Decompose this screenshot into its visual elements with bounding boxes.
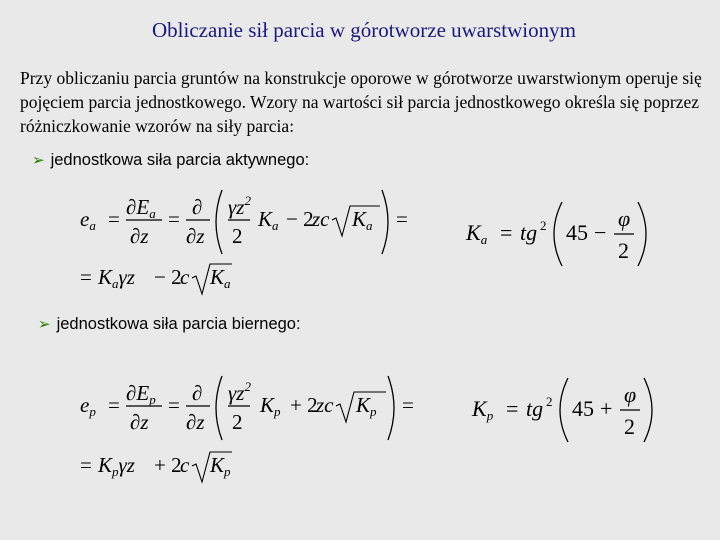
svg-text:+ 2: + 2 <box>290 393 318 417</box>
svg-text:ep: ep <box>80 393 96 419</box>
svg-text:Kaγz: Kaγz <box>98 265 135 291</box>
svg-text:− 2: − 2 <box>154 265 182 289</box>
svg-text:Kp: Kp <box>472 396 494 423</box>
svg-text:ea: ea <box>80 207 96 233</box>
svg-text:∂Ea: ∂Ea <box>126 195 156 221</box>
svg-text:Kp: Kp <box>260 393 281 419</box>
passive-pressure-formula <box>70 372 440 487</box>
svg-text:=: = <box>80 265 92 289</box>
svg-text:=: = <box>168 393 180 417</box>
svg-text:φ: φ <box>624 382 637 407</box>
svg-text:∂z: ∂z <box>186 410 205 434</box>
svg-text:Ka: Ka <box>466 220 488 247</box>
svg-text:Ka: Ka <box>258 207 279 233</box>
arrow-bullet-icon: ➢ <box>38 315 51 333</box>
bullet-passive-pressure <box>38 315 301 334</box>
svg-text:45: 45 <box>572 396 594 421</box>
svg-text:2: 2 <box>546 394 553 409</box>
svg-text:=: = <box>500 220 513 245</box>
svg-text:− 2: − 2 <box>286 207 314 231</box>
svg-text:2: 2 <box>618 238 629 263</box>
bullet-active-pressure <box>32 151 309 170</box>
svg-text:∂z: ∂z <box>130 224 149 248</box>
svg-text:2: 2 <box>232 410 243 434</box>
svg-text:φ: φ <box>618 206 631 231</box>
svg-text:Kp: Kp <box>210 453 231 479</box>
svg-text:=: = <box>108 393 120 417</box>
svg-text:zc: zc <box>312 207 330 231</box>
svg-text:2: 2 <box>624 414 635 439</box>
svg-text:c: c <box>180 453 190 477</box>
svg-text:Ka: Ka <box>210 265 231 291</box>
svg-text:∂: ∂ <box>192 381 203 405</box>
svg-text:+: + <box>600 396 613 421</box>
svg-text:−: − <box>594 220 607 245</box>
svg-text:+ 2: + 2 <box>154 453 182 477</box>
bullet-active-label: jednostkowa siła parcia aktywnego: <box>50 151 310 169</box>
svg-text:tg: tg <box>520 220 538 245</box>
svg-text:2: 2 <box>540 218 547 233</box>
svg-text:=: = <box>80 453 92 477</box>
svg-text:=: = <box>168 207 180 231</box>
svg-text:tg: tg <box>526 396 544 421</box>
svg-text:Kpγz: Kpγz <box>98 453 135 479</box>
svg-text:zc: zc <box>316 393 334 417</box>
svg-text:=: = <box>108 207 120 231</box>
svg-text:=: = <box>402 393 414 417</box>
active-pressure-formula <box>70 186 430 298</box>
arrow-bullet-icon: ➢ <box>32 151 45 169</box>
svg-text:Ka: Ka <box>352 207 373 233</box>
svg-text:2: 2 <box>232 224 243 248</box>
svg-text:=: = <box>396 207 408 231</box>
bullet-passive-label: jednostkowa siła parcia biernego: <box>56 315 301 333</box>
svg-text:∂Ep: ∂Ep <box>126 381 156 407</box>
passive-coefficient-formula <box>468 372 668 444</box>
svg-text:γz2: $\gamma z^2$ <box>228 193 251 219</box>
svg-text:∂z: ∂z <box>186 224 205 248</box>
active-coefficient-formula <box>462 196 662 268</box>
svg-text:γz2: $\gamma z^2$ <box>228 379 251 405</box>
svg-text:∂z: ∂z <box>130 410 149 434</box>
svg-text:=: = <box>506 396 519 421</box>
svg-text:∂: ∂ <box>192 195 203 219</box>
svg-text:45: 45 <box>566 220 588 245</box>
intro-paragraph: Przy obliczaniu parcia gruntów na konstrukcje oporowe w górotworze uwarstwionym operuje się pojęciem parcia jednostkowego. Wzory na wartości sił parcia jednostkowego określa się poprzez różniczkowanie wzorów na siły parcia: <box>20 68 702 136</box>
svg-text:Kp: Kp <box>356 393 377 419</box>
svg-text:c: c <box>180 265 190 289</box>
slide-title: Obliczanie sił parcia w górotworze uwarstwionym <box>152 18 576 42</box>
